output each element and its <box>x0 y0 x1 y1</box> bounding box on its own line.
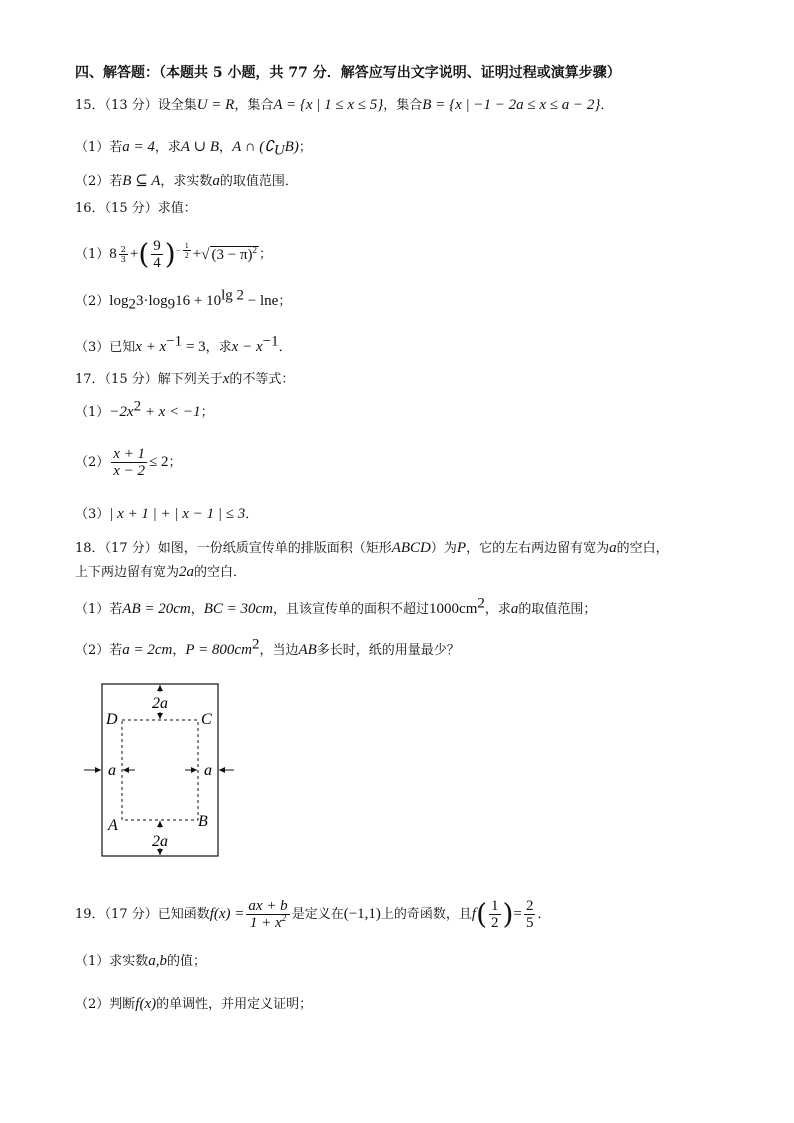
q17-stem: 17．（15 分）解下列关于x的不等式： <box>75 371 295 387</box>
q17-frac: $\frac{x + 1}{x - 2}$ <box>113 446 146 479</box>
q19-function-frac: $\frac{ax + b}{1 + x^2}$ <box>248 898 288 931</box>
q15-part1: （1）若a = 4，求A ∪ B，A ∩ $(∁_UB)$； <box>75 139 312 159</box>
corner-c: C <box>201 711 212 728</box>
corner-b: B <box>198 813 208 830</box>
q17-part2: （2） $\frac{x + 1}{x - 2}$ ≤ 2； <box>75 446 182 479</box>
top-arrowhead-up <box>157 685 163 691</box>
q16-frac: $\frac{9}{4}$ <box>153 238 161 271</box>
q16-part3: （3）已知$x + x^{-1} = 3$，求$x - x^{-1}$． <box>75 333 292 355</box>
label-right-a: a <box>204 762 212 779</box>
q17-part3: （3）| x + 1 | + | x − 1 | ≤ 3． <box>75 506 259 522</box>
left-outer-arrowhead <box>95 767 101 773</box>
q16-part2: $(2)\log_23\cdot\log_916 + 10^{lg 2} - \ln e$； <box>75 287 292 313</box>
label-left-a: a <box>108 762 116 779</box>
section-title: 四、解答题：（本题共 5 小题，共 77 分．解答应写出文字说明、证明过程或演算步骤） <box>75 65 621 81</box>
q19-arg-frac: $\frac{1}{2}$ <box>491 898 499 931</box>
q19-value-frac: $\frac{2}{5}$ <box>525 898 534 931</box>
q18-stem-line2: 上下两边留有宽为2a的空白． <box>75 564 247 580</box>
left-inner-arrowhead <box>123 767 129 773</box>
right-inner-arrowhead <box>191 767 197 773</box>
q16-sqrt: √ $(3 - \pi)^2$ <box>201 244 258 263</box>
q15-part2: （2）若B ⊆ A，求实数a的取值范围． <box>75 173 298 189</box>
q15-stem: 15．（13 分）设全集U = R，集合A = {x | 1 ≤ x ≤ 5}，集合B = {x | −1 − 2a ≤ x ≤ a − 2}． <box>75 97 614 113</box>
q18-stem-line1: 18．（17 分）如图，一份纸质宣传单的排版面积（矩形ABCD）为P，它的左右两边留有宽为a的空白， <box>75 540 669 556</box>
q19-part1: （1）求实数a,b的值； <box>75 953 207 969</box>
q16-stem: 16．（15 分）求值： <box>75 201 197 216</box>
top-arrowhead-down <box>157 713 163 719</box>
corner-d: D <box>106 711 118 728</box>
right-outer-arrowhead <box>219 767 225 773</box>
q18-diagram <box>80 680 240 862</box>
q18-part2: （2）若a = 2cm，$P = 800cm^2$，当边AB多长时，纸的用量最少？ <box>75 636 460 658</box>
q16-exp-frac: $\frac{2}{3}$ <box>120 245 126 264</box>
q17-part1: $(1)-2x^2 + x < -1$； <box>75 398 214 420</box>
label-bottom-2a: 2a <box>152 833 168 850</box>
corner-a: A <box>108 817 118 834</box>
bottom-arrowhead-up <box>157 821 163 827</box>
q16-part1: （1）8 $\frac{2}{3}$ +( $\frac{9}{4}$ )$^{- \frac{1}{2}}$ +√ $(3 - \pi)^2$ ； <box>75 237 273 271</box>
q19-part2: （2）判断f(x)的单调性，并用定义证明； <box>75 996 313 1012</box>
label-top-2a: 2a <box>152 695 168 712</box>
q18-part1: （1）若AB = 20cm，BC = 30cm，且该宣传单的面积不超过$1000cm^2$，求a的取值范围； <box>75 595 597 617</box>
q19-stem: 19．（17 分）已知函数f(x) = $\frac{ax + b}{1 + x^2}$ 是定义在(−1,1)上的奇函数，且f( $\frac{1}{2}$ )= $\frac{2}{5}$ ． <box>75 897 551 931</box>
